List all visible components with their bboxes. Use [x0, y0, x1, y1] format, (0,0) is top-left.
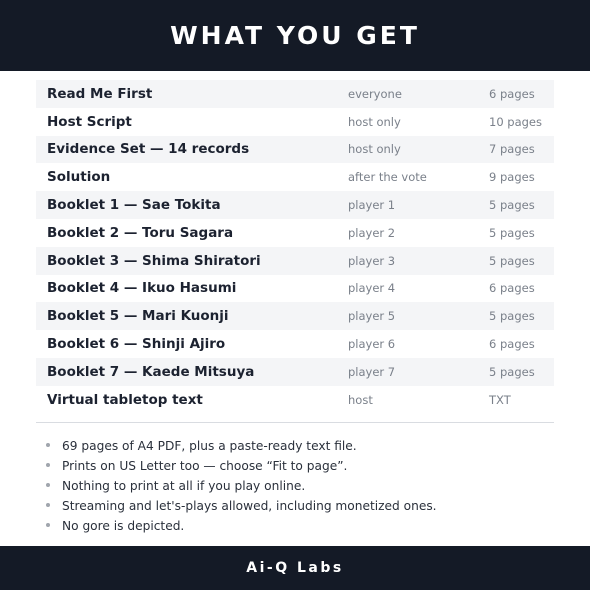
list-item	[46, 516, 546, 536]
item-audience: player 2	[348, 225, 396, 240]
table-row	[36, 191, 554, 219]
notes-list	[46, 436, 546, 536]
list-item	[46, 456, 546, 476]
table-row	[36, 330, 554, 358]
item-pages: 7 pages	[489, 142, 535, 157]
item-audience: host	[348, 392, 373, 407]
item-title: Host Script	[47, 113, 132, 130]
bullet-icon	[46, 483, 50, 487]
section-divider	[36, 422, 554, 423]
note-text: No gore is depicted.	[62, 519, 185, 533]
item-audience: player 6	[348, 337, 396, 352]
item-title: Virtual tabletop text	[47, 391, 203, 408]
list-item	[46, 436, 546, 456]
item-audience: after the vote	[348, 170, 427, 185]
table-row	[36, 275, 554, 303]
item-title: Booklet 6 — Shinji Ajiro	[47, 336, 226, 353]
item-title: Booklet 5 — Mari Kuonji	[47, 308, 229, 325]
table-row	[36, 136, 554, 164]
item-audience: player 3	[348, 253, 396, 268]
item-audience: player 5	[348, 309, 396, 324]
item-audience: player 7	[348, 364, 396, 379]
item-pages: 6 pages	[489, 281, 535, 296]
list-item	[46, 496, 546, 516]
page-title: WHAT YOU GET	[170, 21, 420, 50]
header-banner	[0, 0, 590, 71]
item-pages: 5 pages	[489, 364, 535, 379]
item-title: Solution	[47, 169, 111, 186]
item-audience: host only	[348, 142, 401, 157]
item-title: Booklet 2 — Toru Sagara	[47, 224, 234, 241]
note-text: Prints on US Letter too — choose “Fit to page”.	[62, 459, 348, 473]
item-title: Booklet 1 — Sae Tokita	[47, 197, 221, 214]
item-audience: player 1	[348, 198, 396, 213]
item-pages: 9 pages	[489, 170, 535, 185]
item-pages: 5 pages	[489, 225, 535, 240]
table-row	[36, 358, 554, 386]
item-pages: 5 pages	[489, 198, 535, 213]
item-pages: 5 pages	[489, 253, 535, 268]
contents-table	[36, 80, 554, 414]
bullet-icon	[46, 463, 50, 467]
table-row	[36, 247, 554, 275]
item-pages: 5 pages	[489, 309, 535, 324]
table-row	[36, 386, 554, 414]
footer-banner	[0, 546, 590, 590]
table-row	[36, 219, 554, 247]
item-pages: 10 pages	[489, 114, 543, 129]
item-title: Booklet 7 — Kaede Mitsuya	[47, 363, 255, 380]
item-title: Booklet 4 — Ikuo Hasumi	[47, 280, 237, 297]
table-row	[36, 163, 554, 191]
bullet-icon	[46, 523, 50, 527]
item-pages: 6 pages	[489, 86, 535, 101]
table-row	[36, 302, 554, 330]
item-title: Evidence Set — 14 records	[47, 141, 250, 158]
bullet-icon	[46, 443, 50, 447]
item-title: Read Me First	[47, 85, 153, 102]
table-row	[36, 108, 554, 136]
item-audience: host only	[348, 114, 401, 129]
brand-name: Ai-Q Labs	[246, 560, 344, 576]
note-text: Nothing to print at all if you play online.	[62, 479, 306, 493]
table-row	[36, 80, 554, 108]
item-audience: everyone	[348, 86, 402, 101]
bullet-icon	[46, 503, 50, 507]
list-item	[46, 476, 546, 496]
item-pages: 6 pages	[489, 337, 535, 352]
item-title: Booklet 3 — Shima Shiratori	[47, 252, 261, 269]
item-audience: player 4	[348, 281, 396, 296]
note-text: Streaming and let's-plays allowed, including monetized ones.	[62, 499, 437, 513]
note-text: 69 pages of A4 PDF, plus a paste-ready text file.	[62, 439, 357, 453]
item-pages: TXT	[489, 392, 511, 407]
